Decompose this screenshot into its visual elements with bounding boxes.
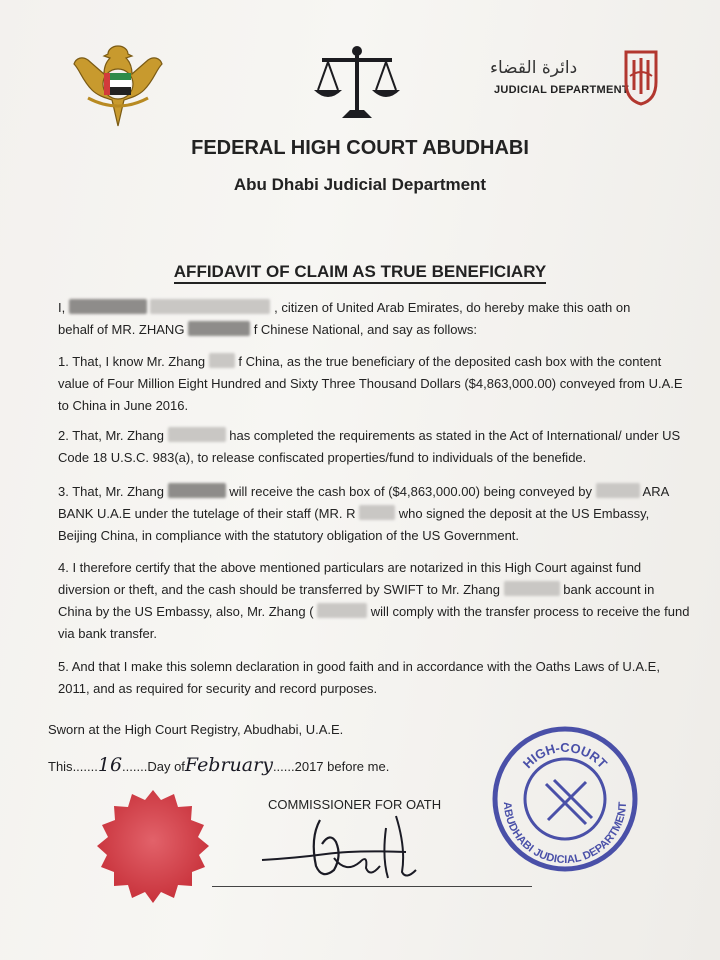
clause-4-text-b: bank account in China by the US Embassy, also, Mr. Zhang ( [58, 582, 655, 619]
clause-4-text-a: 4. I therefore certify that the above mentioned particulars are notarized in this High Court against fund diversion or theft, and the cash should be transferred by SWIFT to Mr. Zhang [58, 560, 642, 597]
signature-line [212, 886, 532, 887]
redacted-bank-name [596, 483, 640, 498]
date-year: 2017 [294, 759, 324, 774]
clause-5: 5. And that I make this solemn declaration in good faith and in accordance with the Oaths Laws of U.A.E, 2011, and as required for security and record purposes. [58, 659, 660, 696]
judicial-department-mark-icon [622, 46, 660, 106]
judicial-department-logo-text: JUDICIAL DEPARTMENT [494, 84, 629, 96]
handwritten-day: 16 [97, 754, 123, 776]
intro-text-2: , citizen of United Arab Emirates, do hereby make this oath on [274, 300, 631, 315]
stamp-ring-bottom-path: ABUDHABI JUDICIAL DEPARTMENT [500, 801, 630, 867]
department-title: Abu Dhabi Judicial Department [233, 175, 487, 194]
red-seal-icon [88, 786, 218, 916]
redacted-name [317, 603, 367, 618]
high-court-stamp [490, 724, 640, 874]
date-tail: before me. [327, 759, 390, 774]
stamp-ring-top-path: HIGH-COURT [519, 739, 611, 772]
judicial-department-arabic-logo-text: دائرة القضاء [490, 58, 578, 78]
redacted-name [69, 299, 147, 314]
clause-3-text-b: will receive the cash box of ($4,863,000.00) being conveyed by [229, 484, 593, 499]
intro-text-3: behalf of MR. ZHANG [58, 322, 185, 337]
handwritten-signature [256, 808, 456, 898]
intro-text-4: f Chinese National, and say as follows: [253, 322, 477, 337]
clause-3-text-d: who signed the deposit at the US Embassy, Beijing China, in compliance with the statutory obligation of the US Government. [58, 506, 650, 543]
intro-paragraph [58, 297, 690, 341]
stamp-ring-bottom-text [501, 801, 629, 866]
intro-text-1: I, [58, 300, 66, 315]
clause-1-text-b: f China, as the true beneficiary of the deposited cash box with the content value of Four Million Eight Hundred and Sixty Three Thousand Dollars ($4,863,000.00) conveyed from U.A.E to China in June 2016. [58, 354, 683, 413]
date-dots: ....... [122, 759, 148, 774]
redacted-name [188, 321, 250, 336]
redacted-name [168, 427, 226, 442]
clause-3-text-a: 3. That, Mr. Zhang [58, 484, 164, 499]
date-this-label: This [48, 759, 73, 774]
uae-falcon-emblem-icon [68, 40, 168, 128]
clause-1 [58, 351, 690, 417]
date-dots: ...... [272, 759, 295, 774]
redacted-name [504, 581, 560, 596]
redacted-name [150, 299, 270, 314]
redacted-name [359, 505, 395, 520]
clause-1-text-a: 1. That, I know Mr. Zhang [58, 354, 206, 369]
scales-of-justice-icon [312, 42, 402, 124]
handwritten-month: February [184, 754, 273, 776]
court-title: FEDERAL HIGH COURT ABUDHABI [191, 137, 529, 159]
clause-3 [58, 481, 690, 547]
clause-4 [58, 557, 690, 645]
affidavit-title-text: AFFIDAVIT OF CLAIM AS TRUE BENEFICIARY [174, 262, 546, 284]
date-day-label: Day of [147, 759, 185, 774]
redacted-name [209, 353, 235, 368]
redacted-name [168, 483, 226, 498]
date-dots: ....... [72, 759, 98, 774]
sworn-statement: Sworn at the High Court Registry, Abudhabi, U.A.E. [48, 722, 344, 737]
clause-2 [58, 425, 690, 469]
clause-2-text-b: has completed the requirements as stated in the Act of International/ under US Code 18 U.S.C. 983(a), to release confiscated properties/fund to individuals of the benefide. [58, 428, 681, 465]
date-line [48, 754, 389, 776]
commissioner-label: COMMISSIONER FOR OATH [268, 797, 442, 812]
stamp-ring-top-text [520, 740, 610, 771]
clause-2-text-a: 2. That, Mr. Zhang [58, 428, 164, 443]
clause-3-text-c: ARA BANK U.A.E under the tutelage of their staff (MR. R [58, 484, 669, 521]
clause-4-text-c: will comply with the transfer process to receive the fund via bank transfer. [58, 604, 690, 641]
affidavit-title [0, 262, 720, 282]
